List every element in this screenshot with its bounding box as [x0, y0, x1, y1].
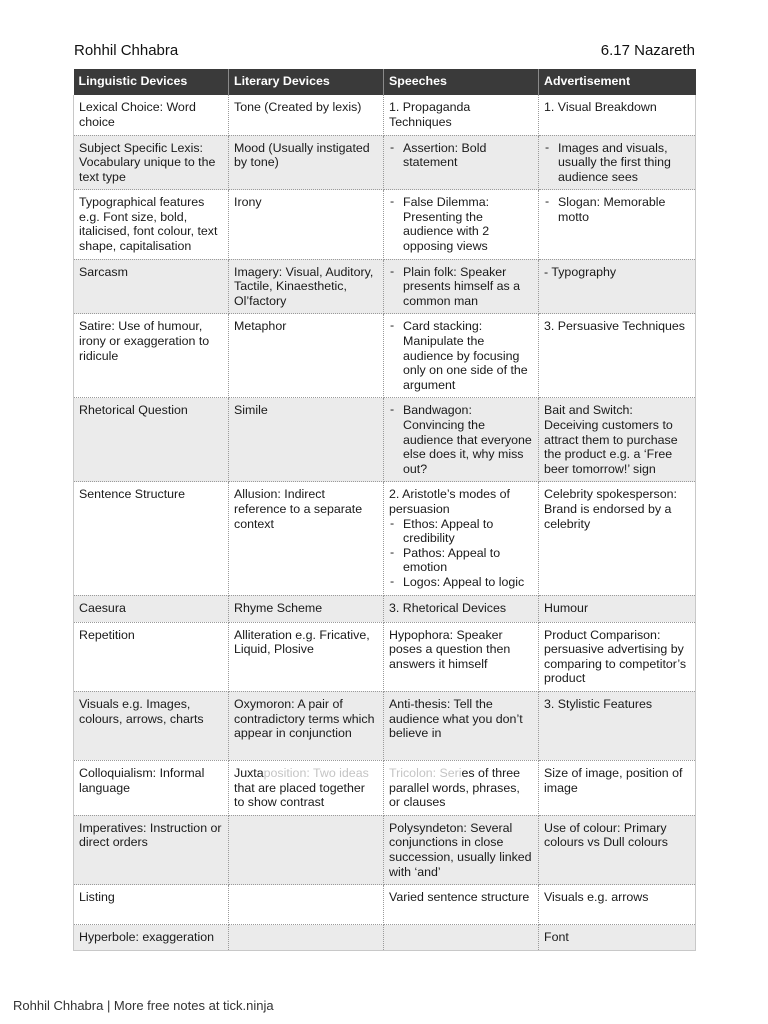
cell-advertisement: Use of colour: Primary colours vs Dull colours	[539, 815, 696, 884]
table-row	[74, 622, 696, 691]
cell-advertisement: Product Comparison: persuasive advertising by comparing to competitor’s product	[539, 622, 696, 691]
cell-advertisement: 3. Stylistic Features	[539, 691, 696, 760]
table-row	[74, 482, 696, 595]
cell-speeches	[384, 398, 539, 482]
cell-linguistic: Rhetorical Question	[74, 398, 229, 482]
author-name: Rohhil Chhabra	[74, 42, 179, 59]
cell-speeches: Anti-thesis: Tell the audience what you don’t believe in	[384, 691, 539, 760]
table-row	[74, 398, 696, 482]
cell-linguistic: Subject Specific Lexis: Vocabulary unique to the text type	[74, 135, 229, 190]
bullet-item: - Plain folk: Speaker presents himself as a common man	[389, 265, 533, 309]
bullet-item: - Slogan: Memorable motto	[544, 195, 690, 224]
cell-advertisement: - Typography	[539, 259, 696, 314]
cell-speeches: 1. Propaganda Techniques	[384, 95, 539, 135]
cell-speeches	[384, 925, 539, 951]
table-row	[74, 190, 696, 259]
cell-advertisement	[539, 135, 696, 190]
cell-linguistic: Listing	[74, 885, 229, 925]
cell-literary	[229, 815, 384, 884]
text-fragment: that are placed together to show contrast	[234, 780, 365, 810]
cell-literary: Irony	[229, 190, 384, 259]
bullet-item: - Assertion: Bold statement	[389, 141, 533, 170]
cell-advertisement: Celebrity spokesperson: Brand is endorsed by a celebrity	[539, 482, 696, 595]
cell-literary: Simile	[229, 398, 384, 482]
cell-speeches	[384, 135, 539, 190]
class-code: 6.17 Nazareth	[600, 42, 695, 59]
cell-advertisement: 1. Visual Breakdown	[539, 95, 696, 135]
cell-linguistic: Imperatives: Instruction or direct orders	[74, 815, 229, 884]
bullet-item: - Card stacking: Manipulate the audience by focusing only on one side of the argument	[389, 319, 533, 392]
bullet-item: - Pathos: Appeal to emotion	[389, 546, 533, 575]
cell-literary: Alliteration e.g. Fricative, Liquid, Plosive	[229, 622, 384, 691]
cell-speeches: Hypophora: Speaker poses a question then answers it himself	[384, 622, 539, 691]
table-row	[74, 135, 696, 190]
table-row	[74, 691, 696, 760]
column-header-speeches: Speeches	[384, 69, 539, 95]
cell-speeches	[384, 314, 539, 398]
footer-note: Rohhil Chhabra | More free notes at tick.ninja	[13, 998, 274, 1013]
bullet-item: - False Dilemma: Presenting the audience with 2 opposing views	[389, 195, 533, 253]
bullet-item: - Logos: Appeal to logic	[389, 575, 533, 590]
column-header-literary: Literary Devices	[229, 69, 384, 95]
cell-linguistic: Visuals e.g. Images, colours, arrows, charts	[74, 691, 229, 760]
cell-advertisement: Size of image, position of image	[539, 760, 696, 815]
table-row	[74, 815, 696, 884]
cell-advertisement: Humour	[539, 595, 696, 622]
bullet-item: - Bandwagon: Convincing the audience that everyone else does it, why miss out?	[389, 403, 533, 476]
cell-advertisement: Visuals e.g. arrows	[539, 885, 696, 925]
table-row	[74, 95, 696, 135]
cell-linguistic: Typographical features e.g. Font size, bold, italicised, font colour, text shape, capitalisation	[74, 190, 229, 259]
cell-speeches: 3. Rhetorical Devices	[384, 595, 539, 622]
table-row	[74, 595, 696, 622]
table-row	[74, 314, 696, 398]
cell-literary: Tone (Created by lexis)	[229, 95, 384, 135]
cell-literary: Metaphor	[229, 314, 384, 398]
cell-linguistic: Hyperbole: exaggeration	[74, 925, 229, 951]
text-fragment: es of three parallel words, phrases, or clauses	[389, 765, 521, 810]
cell-literary	[229, 760, 384, 815]
cell-heading: 2. Aristotle’s modes of persuasion	[389, 487, 510, 517]
text-fragment: Juxta	[234, 765, 264, 780]
cell-literary	[229, 885, 384, 925]
cell-speeches	[384, 482, 539, 595]
faded-text-fragment: Tricolon: Seri	[389, 765, 462, 780]
column-header-linguistic: Linguistic Devices	[74, 69, 229, 95]
cell-literary: Allusion: Indirect reference to a separate context	[229, 482, 384, 595]
cell-linguistic: Lexical Choice: Word choice	[74, 95, 229, 135]
cell-advertisement: Bait and Switch: Deceiving customers to attract them to purchase the product e.g. a ‘Free beer tomorrow!’ sign	[539, 398, 696, 482]
cell-speeches	[384, 760, 539, 815]
cell-literary: Oxymoron: A pair of contradictory terms which appear in conjunction	[229, 691, 384, 760]
cell-advertisement: Font	[539, 925, 696, 951]
faded-text-fragment: position: Two ideas	[263, 765, 369, 780]
column-header-advertisement: Advertisement	[539, 69, 696, 95]
cell-advertisement: 3. Persuasive Techniques	[539, 314, 696, 398]
cell-linguistic: Sentence Structure	[74, 482, 229, 595]
table-header-row	[74, 69, 696, 95]
bullet-item: - Ethos: Appeal to credibility	[389, 517, 533, 546]
cell-linguistic: Satire: Use of humour, irony or exaggeration to ridicule	[74, 314, 229, 398]
cell-speeches	[384, 190, 539, 259]
cell-literary	[229, 925, 384, 951]
cell-linguistic: Repetition	[74, 622, 229, 691]
cell-speeches: Polysyndeton: Several conjunctions in close succession, usually linked with ‘and’	[384, 815, 539, 884]
cell-linguistic: Caesura	[74, 595, 229, 622]
cell-linguistic: Sarcasm	[74, 259, 229, 314]
cell-advertisement	[539, 190, 696, 259]
devices-table	[73, 69, 696, 951]
cell-literary: Mood (Usually instigated by tone)	[229, 135, 384, 190]
cell-literary: Rhyme Scheme	[229, 595, 384, 622]
cell-speeches	[384, 259, 539, 314]
cell-linguistic: Colloquialism: Informal language	[74, 760, 229, 815]
bullet-item: - Images and visuals, usually the first thing audience sees	[544, 141, 690, 185]
table-row	[74, 760, 696, 815]
table-row	[74, 885, 696, 925]
cell-literary: Imagery: Visual, Auditory, Tactile, Kinaesthetic, Ol’factory	[229, 259, 384, 314]
table-row	[74, 925, 696, 951]
cell-speeches: Varied sentence structure	[384, 885, 539, 925]
table-row	[74, 259, 696, 314]
